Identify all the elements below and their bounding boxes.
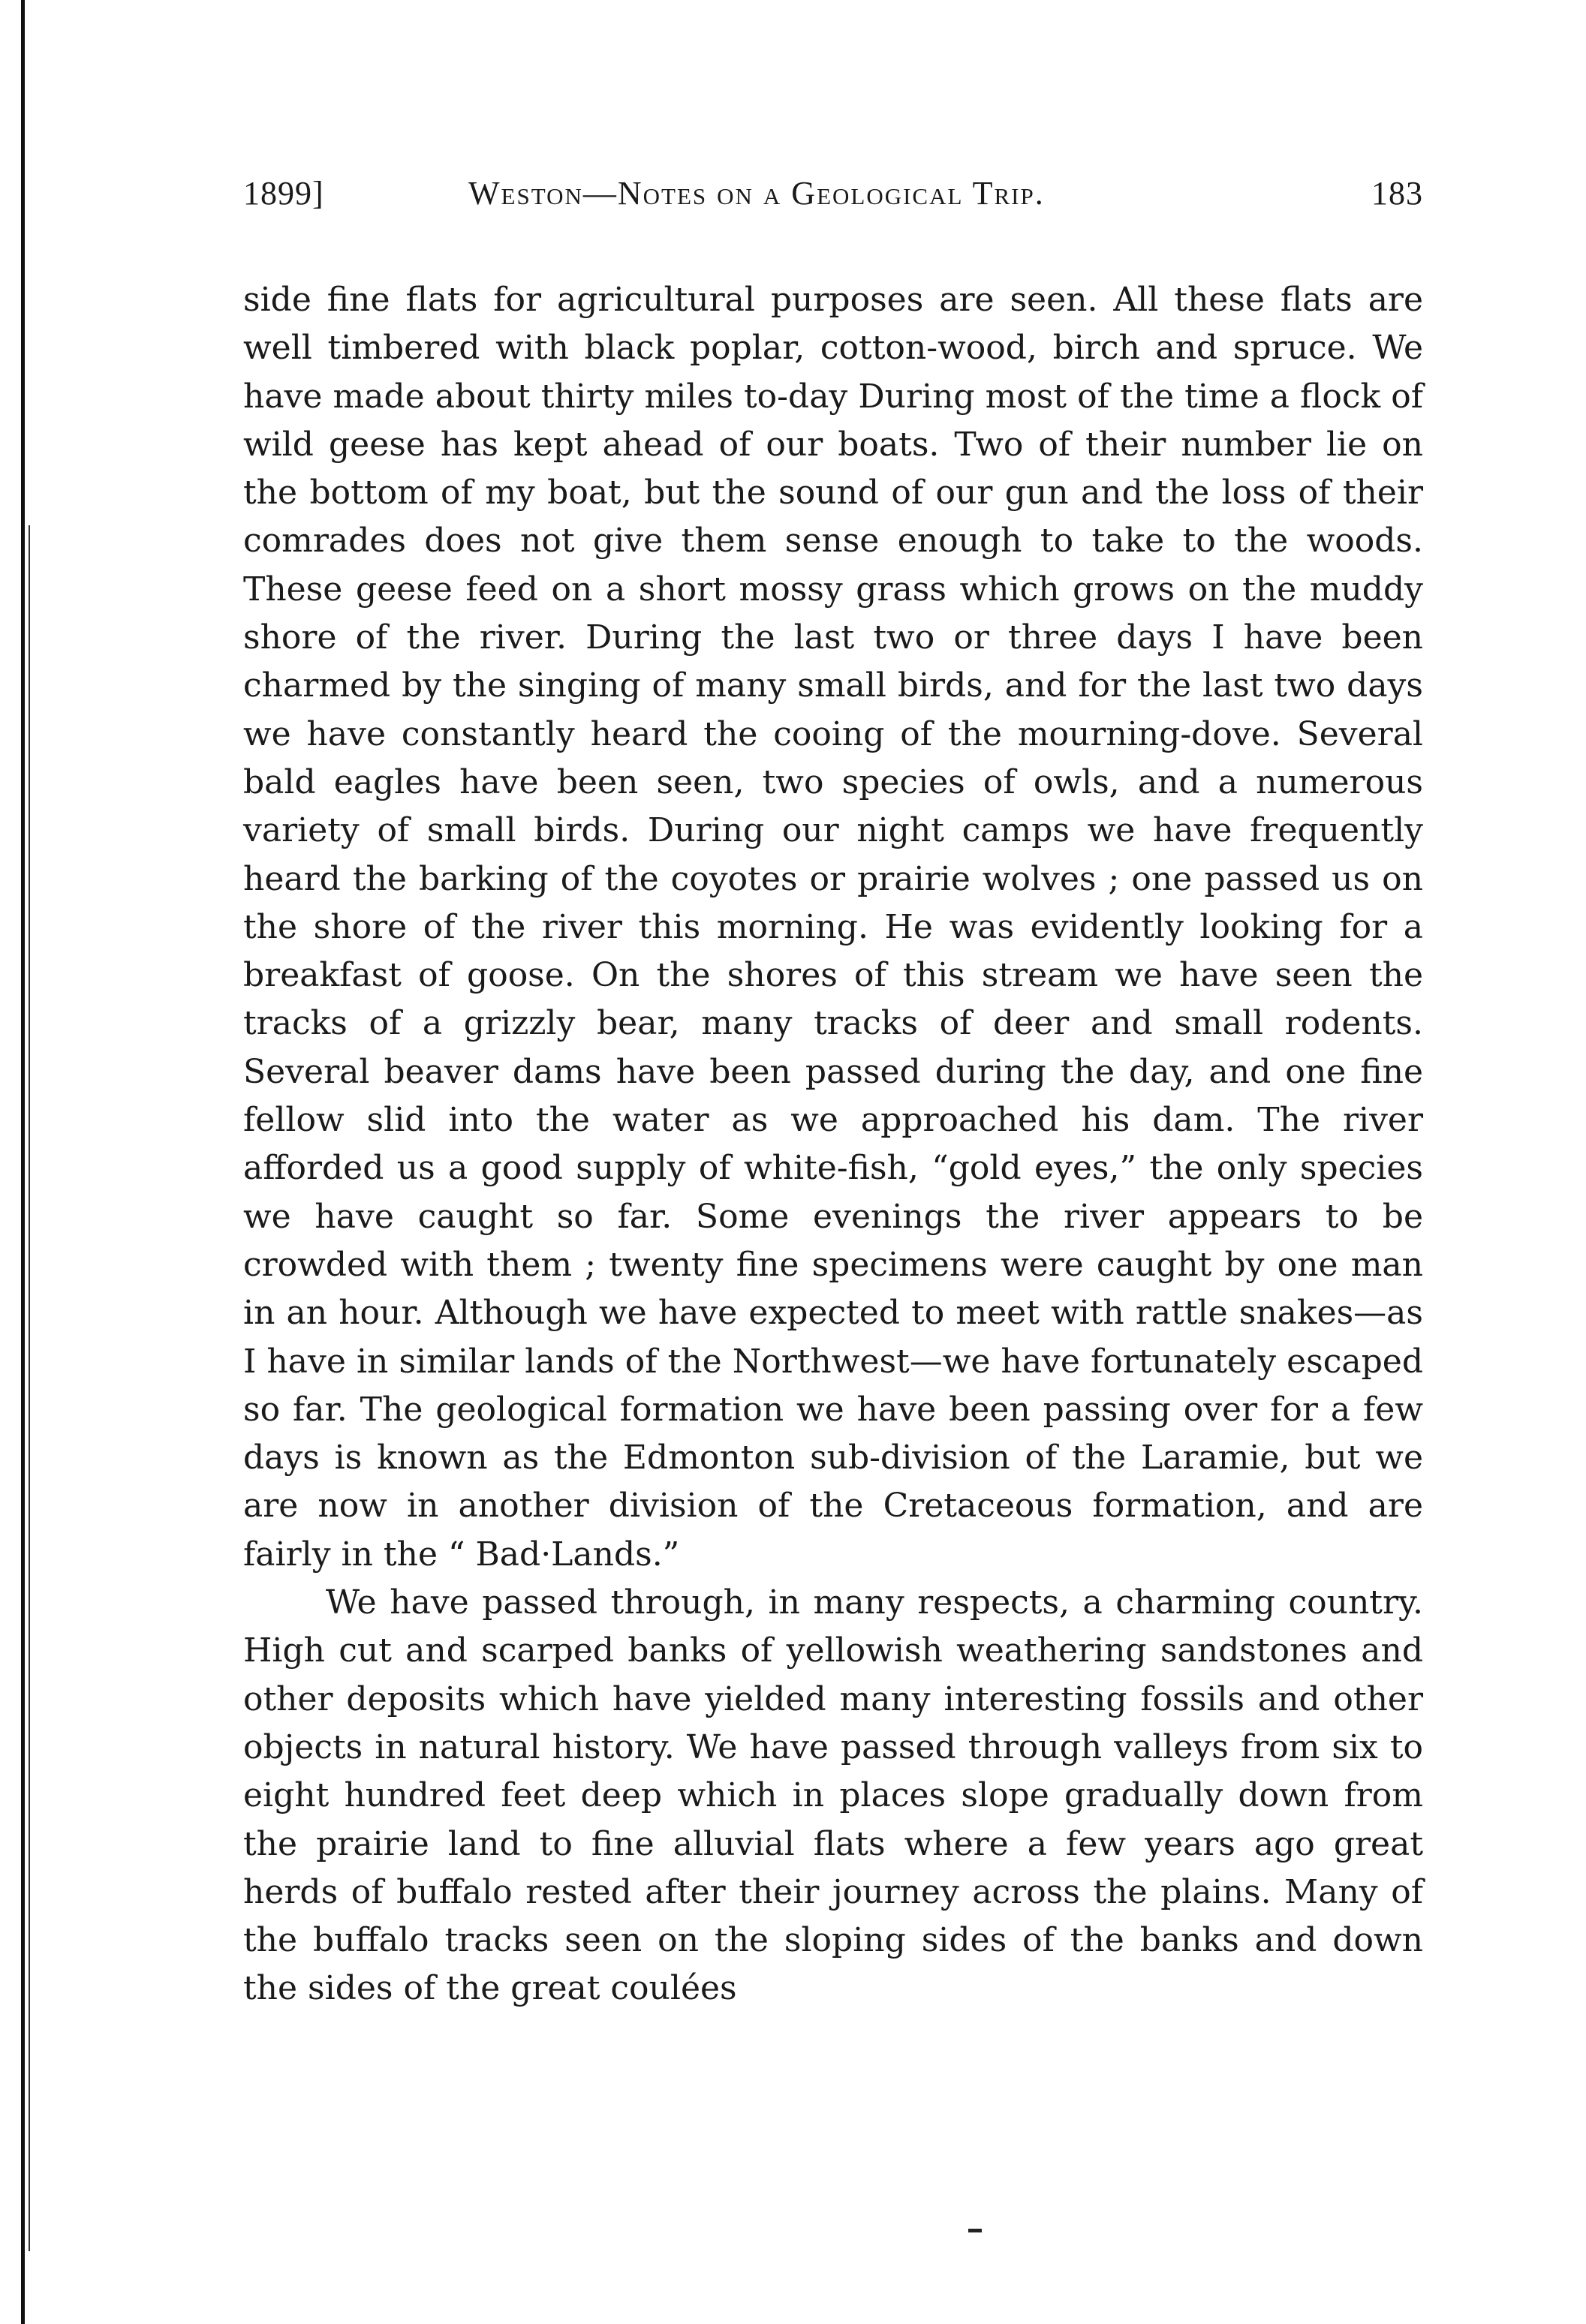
running-head <box>243 174 1423 227</box>
print-speck <box>968 2229 982 2232</box>
running-head-title: Weston—Notes on a Geological Trip. <box>468 175 1045 212</box>
paragraph-2: We have passed through, in many respects, a charming country. High cut and scarped banks of yellowish weathering sandstones and other deposits which have yielded many interesting fossils and other objects in natural history. We have passed through valleys from six to eight hundred feet deep which in places slope gradually down from the prairie land to fine alluvial flats where a few years ago great herds of buffalo rested after their journey across the plains. Many of the buffalo tracks seen on the sloping sides of the banks and down the sides of the great coulées <box>243 1583 1423 2008</box>
page-binding-edge <box>21 0 25 2324</box>
body-text <box>243 276 1423 2013</box>
running-head-year: 1899] <box>243 175 324 212</box>
page-binding-shadow <box>29 525 30 2251</box>
page-number: 183 <box>1371 175 1423 212</box>
paragraph-1: side fine flats for agricultural purposes are seen. All these flats are well timbered with black poplar, cotton-wood, birch and spruce. We have made about thirty miles to-day During most of the time a flock of wild geese has kept ahead of our boats. Two of their number lie on the bottom of my boat, but the sound of our gun and the loss of their comrades does not give them sense enough to take to the woods. These geese feed on a short mossy grass which grows on the muddy shore of the river. During the last two or three days I have been charmed by the singing of many small birds, and for the last two days we have constantly heard the cooing of the mourning-dove. Several bald eagles have been seen, two species of owls, and a numerous variety of small birds. During our night camps we have frequently heard the barking of the coyotes or prairie wolves ; one passed us on the shore of the river this morning. He was evidently looking for a breakfast of goose. On the shores of this stream we have seen the tracks of a grizzly bear, many tracks of deer and small rodents. Several beaver dams have been passed during the day, and one fine fellow slid into the water as we approached his dam. The river afforded us a good supply of white-fish, “gold eyes,” the only species we have caught so far. Some evenings the river appears to be crowded with them ; twenty fine specimens were caught by one man in an hour. Although we have expected to meet with rattle snakes—as I have in similar lands of the Northwest—we have fortunately escaped so far. The geological formation we have been passing over for a few days is known as the Edmonton sub-division of the Laramie, but we are now in another division of the Cretaceous formation, and are fairly in the “ Bad·Lands.” <box>243 281 1423 1574</box>
